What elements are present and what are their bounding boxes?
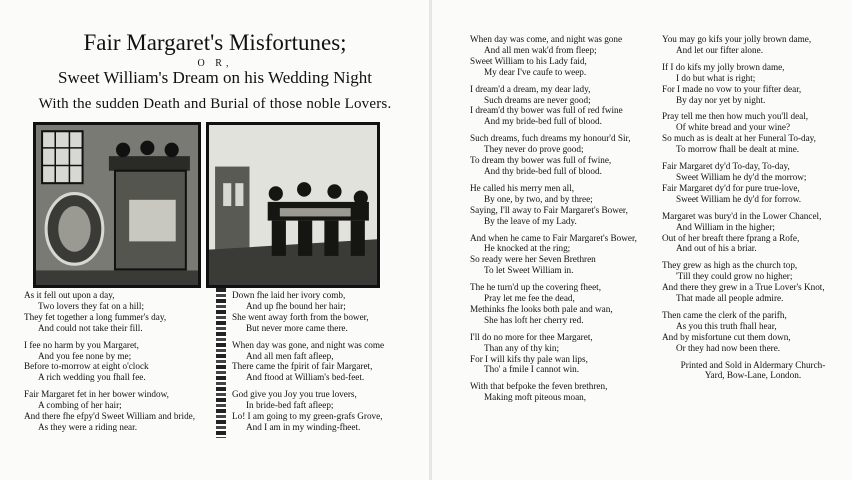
verse-line: Then came the clerk of the parifh, [662,309,787,320]
verse-line: That made all people admire. [676,293,784,304]
verse-line: I dream'd thy bower was full of red fwine [470,105,623,116]
stanza [470,183,654,227]
verse-line: And by misfortune cut them down, [662,331,791,342]
stanza [662,260,844,304]
verse-line: He knocked at the ring; [484,243,571,254]
verse-line: And thy bride-bed full of blood. [484,165,602,176]
verse-line: By day nor yet by night. [676,94,766,105]
verse-line: A rich wedding you fhall fee. [38,372,146,383]
stanza [470,84,654,128]
verse-line: You may go kifs your jolly brown dame, [662,34,812,44]
stanza [470,233,654,277]
verse-line: Lo! I am going to my green-grafs Grove, [232,411,383,422]
stanza [470,282,654,326]
verse-line: And I am in my winding-fheet. [246,421,361,432]
verse-line: And up fhe bound her hair; [246,300,346,311]
stanza [662,161,844,205]
stanza [232,340,427,384]
imprint-line: Yard, Bow-Lane, London. [704,370,802,381]
stanza [24,340,214,384]
verse-line: When day was gone, and night was come [232,339,385,350]
title-line-3: With the sudden Death and Burial of those noble Lovers. [38,96,392,112]
verse-line: And there fhe efpy'd Sweet William and bride, [24,411,196,422]
verse-line: And when he came to Fair Margaret's Bower, [470,232,637,243]
column-divider-ornament [216,288,226,438]
verse-line: And ftood at William's bed-feet. [246,372,365,383]
imprint [662,360,844,382]
verse-line: And you fee none by me; [38,350,132,361]
verse-line: Pray let me fee the dead, [484,293,575,304]
stanza [662,34,844,56]
verse-line: God give you Joy you true lovers, [232,389,357,400]
title-line-1: Fair Margaret's Misfortunes; [83,30,347,55]
verse-line: Out of her breaft there fprang a Rofe, [662,232,800,243]
verse-line: Or they had now been there. [676,342,781,353]
verse-line: By one, by two, and by three; [484,193,593,204]
stanza [470,381,654,403]
verse-line: So much as is dealt at her Funeral To-day, [662,133,816,144]
verse-line: Sweet William to his Lady faid, [470,55,587,66]
verse-line: I do but what is right; [676,72,756,83]
stanza [470,34,654,78]
verse-line: Fair Margaret dy'd To-day, To-day, [662,161,790,172]
stanza [232,290,427,334]
verse-line: I'll do no more for thee Margaret, [470,331,593,342]
verse-line: In bride-bed faft afleep; [246,400,334,411]
verse-line: She has loft her cherry red. [484,314,584,325]
verse-line: They never do prove good; [484,144,584,155]
stanza [24,389,214,433]
verse-line: 'Till they could grow no higher; [676,271,793,282]
verse-line: They fet together a long fummer's day, [24,311,167,322]
right-column-1 [470,34,654,409]
verse-line: Methinks fhe looks both pale and wan, [470,303,613,314]
imprint-line: Printed and Sold in Aldermary Church- [680,359,826,370]
stanza [662,111,844,155]
verse-line: And let our fifter alone. [676,44,763,55]
verse-line: As it fell out upon a day, [24,290,115,300]
verse-line: And my bride-bed full of blood. [484,116,602,127]
funeral-procession-woodcut-icon [206,122,380,288]
verse-line: For I made no vow to your fifter dear, [662,83,802,94]
verse-line: To morrow fhall be dealt at mine. [676,144,800,155]
verse-line: By the leave of my Lady. [484,215,577,226]
verse-line: With that befpoke the feven brethren, [470,381,608,392]
verse-line: He called his merry men all, [470,182,575,193]
verse-line: Tho' a fmile I cannot win. [484,364,580,375]
left-column-2 [232,290,427,439]
verse-line: But never more came there. [246,322,348,333]
verse-line: Before to-morrow at eight o'clock [24,361,149,372]
verse-line: My dear I've caufe to weep. [484,66,587,77]
verse-line: And there they grew in a True Lover's Knot, [662,282,825,293]
verse-line: And could not take their fill. [38,322,143,333]
verse-line: Making moft piteous moan, [484,392,587,403]
verse-line: When day was come, and night was gone [470,34,623,44]
verse-line: They grew as high as the church top, [662,260,798,271]
verse-line: There came the fpirit of fair Margaret, [232,361,373,372]
stanza [470,332,654,376]
verse-line: As they were a riding near. [38,421,137,432]
title-or: O R, [197,58,233,69]
verse-line: I dream'd a dream, my dear lady, [470,83,591,94]
verse-line: Such dreams are never good; [484,94,591,105]
verse-line: Saying, I'll away to Fair Margaret's Bower, [470,204,628,215]
verse-line: Of white bread and your wine? [676,122,791,133]
stanza [662,62,844,106]
stanza [232,389,427,433]
stanza [662,211,844,255]
verse-line: Two lovers they fat on a hill; [38,300,145,311]
verse-line: And out of his a briar. [676,243,757,254]
right-column-2 [662,34,844,387]
verse-line: She went away forth from the bower, [232,311,369,322]
bedchamber-woodcut-icon [33,122,201,288]
left-column-1 [24,290,214,439]
verse-line: So ready were her Seven Brethren [470,254,596,265]
verse-line: Sweet William he dy'd the morrow; [676,171,807,182]
verse-line: Margaret was bury'd in the Lower Chancel, [662,210,822,221]
title-line-2: Sweet William's Dream on his Wedding Night [58,68,372,87]
verse-line: I fee no harm by you Margaret, [24,339,139,350]
verse-line: Fair Margaret dy'd for pure true-love, [662,182,800,193]
verse-line: As you this truth fhall hear, [676,320,777,331]
verse-line: For I will kifs thy pale wan lips, [470,353,588,364]
verse-line: Than any of thy kin; [484,342,560,353]
verse-line: Sweet William he dy'd for forrow. [676,193,802,204]
stanza [662,310,844,354]
verse-line: Such dreams, fuch dreams my honour'd Sir, [470,133,631,144]
stanza [24,290,214,334]
verse-line: To dream thy bower was full of fwine, [470,155,612,166]
verse-line: Down fhe laid her ivory comb, [232,290,346,300]
verse-line: To let Sweet William in. [484,265,574,276]
verse-line: The he turn'd up the covering fheet, [470,282,601,293]
verse-line: And all men faft afleep, [246,350,334,361]
verse-line: And all men wak'd from fleep; [484,44,597,55]
verse-line: A combing of her hair; [38,400,122,411]
verse-line: If I do kifs my jolly brown dame, [662,61,785,72]
stanza [470,133,654,177]
verse-line: And William in the higher; [676,221,775,232]
verse-line: Pray tell me then how much you'll deal, [662,111,809,122]
verse-line: Fair Margaret fet in her bower window, [24,389,169,400]
